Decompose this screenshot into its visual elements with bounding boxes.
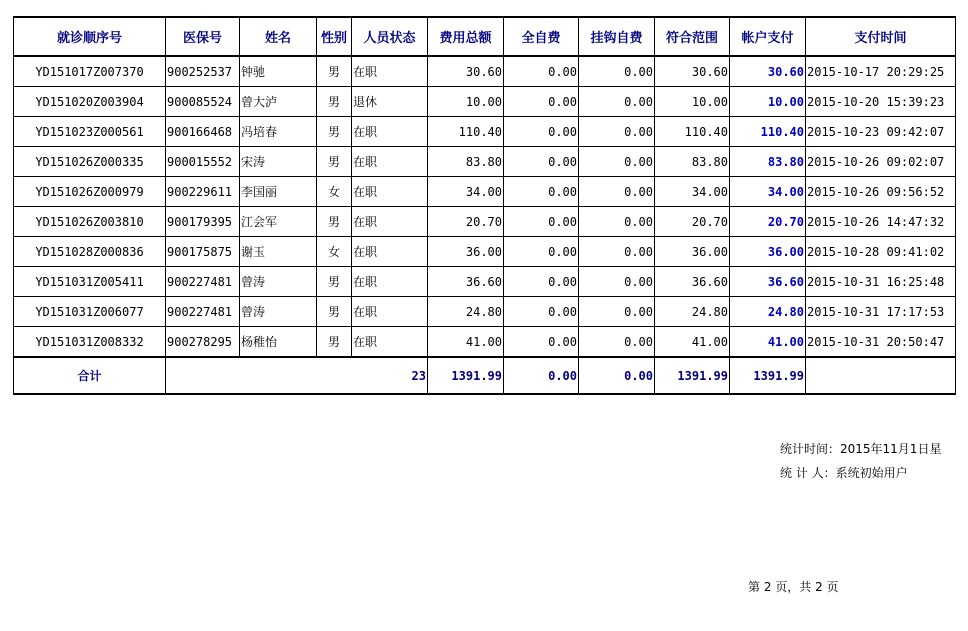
account-pay-cell: 34.00 <box>730 177 806 207</box>
gender-cell: 女 <box>317 237 352 267</box>
insurance-no-cell: 900229611 <box>166 177 240 207</box>
table-row <box>14 207 956 237</box>
table-row <box>14 147 956 177</box>
fee-total-cell: 10.00 <box>428 87 504 117</box>
self-pay-cell: 0.00 <box>504 237 579 267</box>
in-scope-cell: 20.70 <box>655 207 730 237</box>
patient-name-cell: 曾大泸 <box>240 87 317 117</box>
visit-seq-cell: YD151031Z005411 <box>14 267 166 297</box>
person-status-cell: 在职 <box>352 177 428 207</box>
gender-cell: 男 <box>317 117 352 147</box>
in-scope-cell: 110.40 <box>655 117 730 147</box>
linked-self-pay-cell: 0.00 <box>579 56 655 87</box>
linked-self-pay-cell: 0.00 <box>579 117 655 147</box>
in-scope-cell: 41.00 <box>655 327 730 358</box>
visit-seq-cell: YD151026Z000335 <box>14 147 166 177</box>
pay-time-cell: 2015-10-31 16:25:48 <box>806 267 956 297</box>
account-pay-cell: 36.60 <box>730 267 806 297</box>
account-pay-cell: 36.00 <box>730 237 806 267</box>
pay-time-header: 支付时间 <box>806 17 956 56</box>
visit-seq-cell: YD151023Z000561 <box>14 117 166 147</box>
fee-total-cell: 110.40 <box>428 117 504 147</box>
patient-name-cell: 谢玉 <box>240 237 317 267</box>
pay-time-cell: 2015-10-31 20:50:47 <box>806 327 956 358</box>
pay-time-cell: 2015-10-28 09:41:02 <box>806 237 956 267</box>
billing-report-table <box>13 16 956 395</box>
account-pay-cell: 30.60 <box>730 56 806 87</box>
self-pay-cell: 0.00 <box>504 207 579 237</box>
pay-time-cell: 2015-10-26 09:02:07 <box>806 147 956 177</box>
person-status-cell: 在职 <box>352 237 428 267</box>
account-pay-cell: 20.70 <box>730 207 806 237</box>
self-pay-cell: 0.00 <box>504 267 579 297</box>
person-status-cell: 在职 <box>352 207 428 237</box>
gender-cell: 男 <box>317 327 352 358</box>
total-label: 合计 <box>14 357 166 394</box>
fee-total-header: 费用总额 <box>428 17 504 56</box>
patient-name-cell: 曾涛 <box>240 267 317 297</box>
insurance-no-cell: 900179395 <box>166 207 240 237</box>
self-pay-cell: 0.00 <box>504 297 579 327</box>
person-status-cell: 在职 <box>352 327 428 358</box>
self-pay-cell: 0.00 <box>504 56 579 87</box>
self-pay-cell: 0.00 <box>504 117 579 147</box>
patient-name-cell: 杨稚怡 <box>240 327 317 358</box>
visit-seq-cell: YD151026Z000979 <box>14 177 166 207</box>
total-count: 23 <box>166 357 428 394</box>
total-row <box>14 357 956 394</box>
gender-cell: 男 <box>317 207 352 237</box>
table-row <box>14 87 956 117</box>
table-header-row <box>14 17 956 56</box>
insurance-no-cell: 900015552 <box>166 147 240 177</box>
in-scope-cell: 10.00 <box>655 87 730 117</box>
account-pay-cell: 10.00 <box>730 87 806 117</box>
pay-time-cell: 2015-10-26 14:47:32 <box>806 207 956 237</box>
gender-cell: 男 <box>317 297 352 327</box>
visit-seq-cell: YD151031Z008332 <box>14 327 166 358</box>
pay-time-cell: 2015-10-31 17:17:53 <box>806 297 956 327</box>
visit-seq-cell: YD151020Z003904 <box>14 87 166 117</box>
visit-seq-header: 就诊顺序号 <box>14 17 166 56</box>
person-status-cell: 在职 <box>352 117 428 147</box>
table-row <box>14 327 956 358</box>
patient-name-cell: 江会军 <box>240 207 317 237</box>
insurance-no-header: 医保号 <box>166 17 240 56</box>
total-fee: 1391.99 <box>428 357 504 394</box>
fee-total-cell: 36.00 <box>428 237 504 267</box>
patient-name-cell: 宋涛 <box>240 147 317 177</box>
linked-self-pay-cell: 0.00 <box>579 207 655 237</box>
patient-name-cell: 冯培春 <box>240 117 317 147</box>
insurance-no-cell: 900175875 <box>166 237 240 267</box>
linked-self-pay-cell: 0.00 <box>579 327 655 358</box>
account-pay-cell: 83.80 <box>730 147 806 177</box>
table-row <box>14 56 956 87</box>
total-in-scope: 1391.99 <box>655 357 730 394</box>
fee-total-cell: 24.80 <box>428 297 504 327</box>
total-linked-self-pay: 0.00 <box>579 357 655 394</box>
visit-seq-cell: YD151017Z007370 <box>14 56 166 87</box>
insurance-no-cell: 900227481 <box>166 267 240 297</box>
self-pay-cell: 0.00 <box>504 147 579 177</box>
fee-total-cell: 36.60 <box>428 267 504 297</box>
account-pay-header: 帐户支付 <box>730 17 806 56</box>
insurance-no-cell: 900166468 <box>166 117 240 147</box>
in-scope-header: 符合范围 <box>655 17 730 56</box>
person-status-cell: 退休 <box>352 87 428 117</box>
page-info: 第 2 页，共 2 页 <box>748 580 839 594</box>
table-row <box>14 267 956 297</box>
gender-header: 性别 <box>317 17 352 56</box>
fee-total-cell: 20.70 <box>428 207 504 237</box>
pay-time-cell: 2015-10-23 09:42:07 <box>806 117 956 147</box>
table-row <box>14 177 956 207</box>
total-self-pay: 0.00 <box>504 357 579 394</box>
insurance-no-cell: 900278295 <box>166 327 240 358</box>
total-pay-time-empty <box>806 357 956 394</box>
in-scope-cell: 30.60 <box>655 56 730 87</box>
pay-time-cell: 2015-10-20 15:39:23 <box>806 87 956 117</box>
insurance-no-cell: 900252537 <box>166 56 240 87</box>
fee-total-cell: 41.00 <box>428 327 504 358</box>
account-pay-cell: 41.00 <box>730 327 806 358</box>
linked-self-pay-header: 挂钩自费 <box>579 17 655 56</box>
gender-cell: 女 <box>317 177 352 207</box>
total-account-pay: 1391.99 <box>730 357 806 394</box>
gender-cell: 男 <box>317 56 352 87</box>
pay-time-cell: 2015-10-17 20:29:25 <box>806 56 956 87</box>
table-row <box>14 297 956 327</box>
fee-total-cell: 34.00 <box>428 177 504 207</box>
insurance-no-cell: 900227481 <box>166 297 240 327</box>
in-scope-cell: 24.80 <box>655 297 730 327</box>
visit-seq-cell: YD151028Z000836 <box>14 237 166 267</box>
gender-cell: 男 <box>317 87 352 117</box>
in-scope-cell: 36.00 <box>655 237 730 267</box>
table-row <box>14 237 956 267</box>
linked-self-pay-cell: 0.00 <box>579 147 655 177</box>
linked-self-pay-cell: 0.00 <box>579 237 655 267</box>
person-status-cell: 在职 <box>352 147 428 177</box>
in-scope-cell: 34.00 <box>655 177 730 207</box>
stat-person: 统 计 人：系统初始用户 <box>780 466 908 480</box>
linked-self-pay-cell: 0.00 <box>579 87 655 117</box>
name-header: 姓名 <box>240 17 317 56</box>
fee-total-cell: 83.80 <box>428 147 504 177</box>
person-status-cell: 在职 <box>352 56 428 87</box>
person-status-cell: 在职 <box>352 297 428 327</box>
self-pay-cell: 0.00 <box>504 177 579 207</box>
table-row <box>14 117 956 147</box>
linked-self-pay-cell: 0.00 <box>579 267 655 297</box>
fee-total-cell: 30.60 <box>428 56 504 87</box>
insurance-no-cell: 900085524 <box>166 87 240 117</box>
person-status-cell: 在职 <box>352 267 428 297</box>
self-pay-cell: 0.00 <box>504 327 579 358</box>
patient-name-cell: 曾涛 <box>240 297 317 327</box>
visit-seq-cell: YD151026Z003810 <box>14 207 166 237</box>
gender-cell: 男 <box>317 147 352 177</box>
account-pay-cell: 110.40 <box>730 117 806 147</box>
linked-self-pay-cell: 0.00 <box>579 297 655 327</box>
patient-name-cell: 李国丽 <box>240 177 317 207</box>
self-pay-header: 全自费 <box>504 17 579 56</box>
self-pay-cell: 0.00 <box>504 87 579 117</box>
gender-cell: 男 <box>317 267 352 297</box>
pay-time-cell: 2015-10-26 09:56:52 <box>806 177 956 207</box>
linked-self-pay-cell: 0.00 <box>579 177 655 207</box>
patient-name-cell: 钟驰 <box>240 56 317 87</box>
in-scope-cell: 83.80 <box>655 147 730 177</box>
account-pay-cell: 24.80 <box>730 297 806 327</box>
in-scope-cell: 36.60 <box>655 267 730 297</box>
visit-seq-cell: YD151031Z006077 <box>14 297 166 327</box>
status-header: 人员状态 <box>352 17 428 56</box>
stat-time: 统计时间：2015年11月1日星 <box>780 442 942 456</box>
